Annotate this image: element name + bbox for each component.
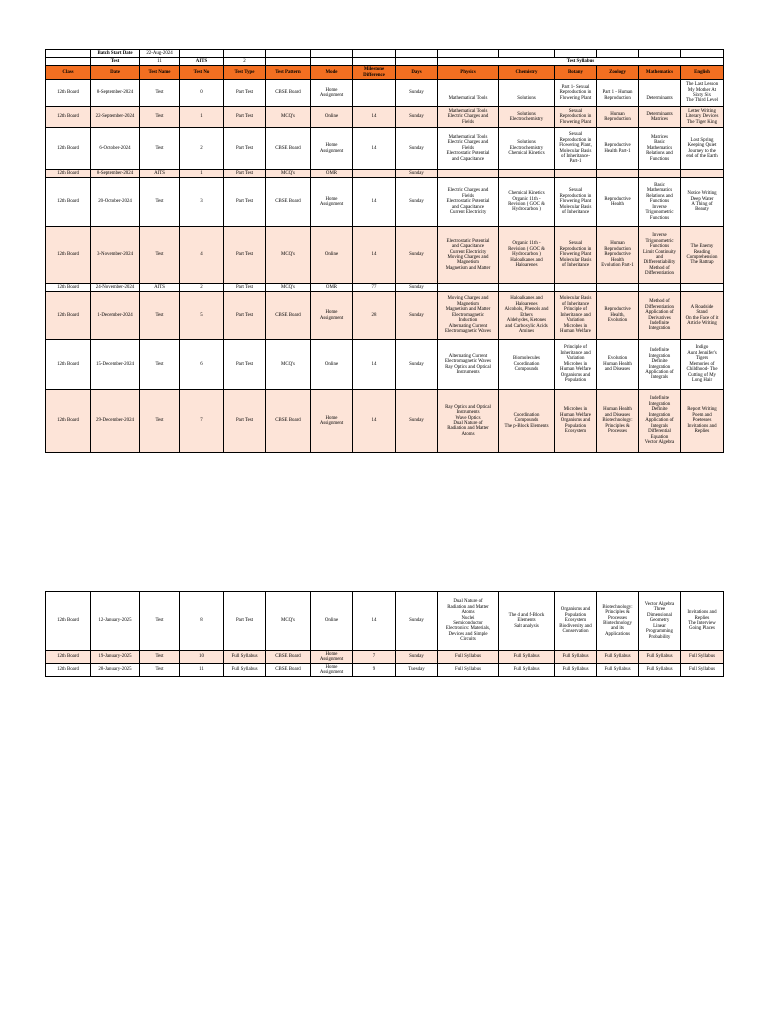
- cell-botany: Full Syllabus: [555, 664, 597, 677]
- cell-mathematics: Matrices Basic Mathematics Relations and Functions: [639, 128, 681, 170]
- cell-physics: Electric Charges and Fields Electrostatic Potential and Capacitance Current Electricity: [438, 178, 499, 227]
- cell-english: A Roadside Stand On the Face of it Article Writing: [681, 292, 724, 340]
- cell-milestone-difference: 14: [353, 178, 396, 227]
- batch-start-value: 22-Aug-2024: [140, 50, 180, 58]
- cell-chemistry: Full Syllabus: [499, 664, 555, 677]
- cell-test-type: Part Test: [224, 80, 266, 107]
- cell-test-type: Part Test: [224, 340, 266, 390]
- cell-test-pattern: CBSE Board: [266, 128, 311, 170]
- header-day: Days: [396, 66, 438, 80]
- cell-class: 12th Board: [46, 664, 91, 677]
- cell-class: 12th Board: [46, 390, 91, 453]
- cell-physics: Moving Charges and Magnetism Magnetism and Matter Electromagnetic Induction Alternating Current Electromagnetic Waves: [438, 292, 499, 340]
- cell-mode: Home Assignment: [311, 80, 353, 107]
- cell-test-name: Test: [140, 340, 180, 390]
- cell-test-name: Test: [140, 390, 180, 453]
- cell-physics: Mathematical Tools Electric Charges and Fields: [438, 107, 499, 128]
- cell-day: Tuesday: [396, 664, 438, 677]
- cell-mode: Online: [311, 340, 353, 390]
- header-test-type: Test Type: [224, 66, 266, 80]
- cell-test-no: 1: [180, 107, 224, 128]
- cell-test-no: 2: [180, 128, 224, 170]
- cell-test-pattern: CBSE Board: [266, 664, 311, 677]
- cell-day: Sunday: [396, 227, 438, 284]
- cell-test-name: Test: [140, 80, 180, 107]
- cell-mode: Home Assignment: [311, 664, 353, 677]
- cell-mode: Home Assignment: [311, 390, 353, 453]
- header-test-name: Test Name: [140, 66, 180, 80]
- cell-botany: Part 1- Sexual Reproduction in Flowering Plant: [555, 80, 597, 107]
- cell-test-name: Test: [140, 292, 180, 340]
- cell-chemistry: Chemical Kinetics Organic 11th - Revision ( GOC & Hydrocarbon ): [499, 178, 555, 227]
- header-milestone-difference: Milestone Difference: [353, 66, 396, 80]
- cell-mode: Online: [311, 592, 353, 651]
- cell-class: 12th Board: [46, 284, 91, 292]
- cell-test-no: 6: [180, 340, 224, 390]
- cell-chemistry: Solutions Electrochemistry Chemical Kinetics: [499, 128, 555, 170]
- cell-test-pattern: CBSE Board: [266, 80, 311, 107]
- cell-zoology: Reproductive Health: [597, 178, 639, 227]
- table-row: [46, 227, 724, 284]
- cell-mode: Home Assignment: [311, 292, 353, 340]
- cell-zoology: Evolution Human Health and Diseases: [597, 340, 639, 390]
- cell-test-name: Test: [140, 128, 180, 170]
- cell-date: 29-December-2024: [91, 390, 140, 453]
- cell-physics: Mathematical Tools Electric Charges and Fields Electrostatic Potential and Capacitance: [438, 128, 499, 170]
- table-row: [46, 390, 724, 453]
- aits-count-value: 2: [224, 58, 266, 66]
- cell-botany: [555, 170, 597, 178]
- cell-botany: Molecular Basis of Inheritance Principle of Inheritance and Variation Microbes in Human Welfare: [555, 292, 597, 340]
- table-row: [46, 128, 724, 170]
- cell-physics: Mathematical Tools: [438, 80, 499, 107]
- schedule-table-top: [45, 49, 724, 453]
- cell-test-pattern: MCQ's: [266, 592, 311, 651]
- schedule-table-bottom: [45, 591, 724, 677]
- cell-class: 12th Board: [46, 227, 91, 284]
- cell-milestone-difference: 9: [353, 664, 396, 677]
- cell-mathematics: Method of Differentiation Application of Derivatives Indefinite Integration: [639, 292, 681, 340]
- cell-zoology: Part 1 - Human Reproduction: [597, 80, 639, 107]
- cell-class: 12th Board: [46, 592, 91, 651]
- cell-english: [681, 284, 724, 292]
- cell-milestone-difference: 14: [353, 390, 396, 453]
- cell-chemistry: Haloalkanes and Haloarenes Alcohols, Phenols and Ethers Aldehydes, Ketones and Carboxylic Acids Amines: [499, 292, 555, 340]
- cell-test-no: 11: [180, 664, 224, 677]
- header-mode: Mode: [311, 66, 353, 80]
- cell-milestone-difference: 77: [353, 284, 396, 292]
- cell-class: 12th Board: [46, 178, 91, 227]
- cell-milestone-difference: 7: [353, 651, 396, 664]
- cell-test-no: 0: [180, 80, 224, 107]
- cell-botany: Organisms and Population Ecosystem Biodiversity and Conservation: [555, 592, 597, 651]
- cell-mathematics: Basic Mathematics Relations and Functions Inverse Trigonometric Functions: [639, 178, 681, 227]
- cell-test-type: Full Syllabus: [224, 664, 266, 677]
- table-row: [46, 664, 724, 677]
- cell-date: 15-December-2024: [91, 340, 140, 390]
- cell-test-type: Part Test: [224, 107, 266, 128]
- header-chemistry: Chemistry: [499, 66, 555, 80]
- cell-day: Sunday: [396, 340, 438, 390]
- cell-milestone-difference: 14: [353, 592, 396, 651]
- cell-mathematics: [639, 284, 681, 292]
- batch-start-row: [46, 50, 724, 58]
- cell-test-type: Part Test: [224, 128, 266, 170]
- cell-chemistry: Full Syllabus: [499, 651, 555, 664]
- header-date: Date: [91, 66, 140, 80]
- cell-zoology: Full Syllabus: [597, 651, 639, 664]
- cell-english: Letter Writing Literary Devices The Tiger King: [681, 107, 724, 128]
- cell-mode: Online: [311, 227, 353, 284]
- cell-test-type: Part Test: [224, 284, 266, 292]
- cell-date: 6-October-2024: [91, 128, 140, 170]
- cell-test-no: 3: [180, 178, 224, 227]
- cell-chemistry: Organic 11th - Revision ( GOC & Hydrocarbon ) Haloalkanes and Haloarenes: [499, 227, 555, 284]
- header-test-pattern: Test Pattern: [266, 66, 311, 80]
- cell-day: Sunday: [396, 107, 438, 128]
- cell-test-pattern: MCQ's: [266, 227, 311, 284]
- cell-mathematics: Vector Algebra Three Dimensional Geometry Linear Programming Probability: [639, 592, 681, 651]
- test-count-value: 11: [140, 58, 180, 66]
- cell-date: 3-November-2024: [91, 227, 140, 284]
- cell-mode: Online: [311, 107, 353, 128]
- cell-milestone-difference: [353, 170, 396, 178]
- cell-test-pattern: MCQ's: [266, 284, 311, 292]
- cell-english: Report Writing Poem and Poetesses Invitations and Replies: [681, 390, 724, 453]
- cell-zoology: Human Health and Diseases Biotechnology: Principles & Processes: [597, 390, 639, 453]
- cell-botany: Sexual Reproduction in Flowering Plant: [555, 107, 597, 128]
- cell-milestone-difference: 14: [353, 227, 396, 284]
- cell-test-no: 4: [180, 227, 224, 284]
- cell-physics: [438, 284, 499, 292]
- cell-zoology: [597, 170, 639, 178]
- cell-botany: Sexual Reproduction in Flowering Plant, Molecular Basis of Inheritance- Part-1: [555, 128, 597, 170]
- cell-zoology: Human Reproduction Reproductive Health Evolution Part-1: [597, 227, 639, 284]
- cell-date: 8-September-2024: [91, 170, 140, 178]
- cell-date: 19-January-2025: [91, 651, 140, 664]
- cell-class: 12th Board: [46, 107, 91, 128]
- header-english: English: [681, 66, 724, 80]
- cell-test-type: Part Test: [224, 390, 266, 453]
- cell-english: Full Syllabus: [681, 664, 724, 677]
- cell-zoology: Human Reproduction: [597, 107, 639, 128]
- cell-zoology: Full Syllabus: [597, 664, 639, 677]
- cell-mode: OMR: [311, 284, 353, 292]
- cell-test-name: Test: [140, 107, 180, 128]
- cell-day: Sunday: [396, 80, 438, 107]
- cell-chemistry: Solutions Electrochemistry: [499, 107, 555, 128]
- cell-date: 24-November-2024: [91, 284, 140, 292]
- cell-mathematics: Indefinite Integration Definite Integration Application of Integrals Differential Equation Vector Algebra: [639, 390, 681, 453]
- cell-physics: Electrostatic Potential and Capacitance Current Electricity Moving Charges and Magnetism Magnetism and Matter: [438, 227, 499, 284]
- cell-test-no: 1: [180, 170, 224, 178]
- cell-test-pattern: CBSE Board: [266, 390, 311, 453]
- cell-english: Full Syllabus: [681, 651, 724, 664]
- cell-test-name: Test: [140, 651, 180, 664]
- cell-zoology: Biotechnology: Principles & Processes Biotechnology and its Applications: [597, 592, 639, 651]
- cell-english: The Last Lesson My Mother At Sixty Six The Third Level: [681, 80, 724, 107]
- cell-date: 20-October-2024: [91, 178, 140, 227]
- table-row: [46, 178, 724, 227]
- test-syllabus-heading: Test Syllabus: [438, 58, 724, 66]
- table-row: [46, 170, 724, 178]
- cell-class: 12th Board: [46, 651, 91, 664]
- cell-test-pattern: CBSE Board: [266, 178, 311, 227]
- cell-botany: Microbes in Human Welfare Organisms and Population Ecosystem: [555, 390, 597, 453]
- cell-botany: Sexual Reproduction in Flowering Plant Molecular Basis of Inheritance: [555, 178, 597, 227]
- cell-zoology: Reproductive Health Part-1: [597, 128, 639, 170]
- column-header-row: [46, 66, 724, 80]
- cell-class: 12th Board: [46, 128, 91, 170]
- cell-botany: Principle of Inheritance and Variation Microbes in Human Welfare Organisms and Population: [555, 340, 597, 390]
- cell-test-type: Part Test: [224, 178, 266, 227]
- cell-test-name: Test: [140, 664, 180, 677]
- cell-mathematics: Indefinite Integration Definite Integration Application of Integrals: [639, 340, 681, 390]
- cell-class: 12th Board: [46, 292, 91, 340]
- cell-date: 8-September-2024: [91, 80, 140, 107]
- cell-english: Invitations and Replies The Interview Going Places: [681, 592, 724, 651]
- cell-class: 12th Board: [46, 170, 91, 178]
- cell-test-name: AITS: [140, 170, 180, 178]
- cell-test-type: Part Test: [224, 292, 266, 340]
- header-test-no: Test No: [180, 66, 224, 80]
- cell-day: Sunday: [396, 292, 438, 340]
- cell-test-name: AITS: [140, 284, 180, 292]
- cell-test-pattern: MCQ's: [266, 170, 311, 178]
- cell-test-no: 2: [180, 284, 224, 292]
- cell-milestone-difference: 14: [353, 128, 396, 170]
- cell-test-no: 10: [180, 651, 224, 664]
- cell-mathematics: Full Syllabus: [639, 664, 681, 677]
- cell-mode: Home Assignment: [311, 651, 353, 664]
- cell-chemistry: Coordination Compounds The p-Block Elements: [499, 390, 555, 453]
- cell-milestone-difference: 14: [353, 107, 396, 128]
- cell-mathematics: [639, 170, 681, 178]
- cell-test-pattern: CBSE Board: [266, 292, 311, 340]
- cell-test-name: Test: [140, 178, 180, 227]
- cell-botany: Full Syllabus: [555, 651, 597, 664]
- cell-mathematics: Determinants Matrices: [639, 107, 681, 128]
- cell-date: 1-December-2024: [91, 292, 140, 340]
- cell-chemistry: Solutions: [499, 80, 555, 107]
- cell-chemistry: [499, 170, 555, 178]
- header-mathematics: Mathematics: [639, 66, 681, 80]
- cell-test-no: 7: [180, 390, 224, 453]
- cell-date: 12-January-2025: [91, 592, 140, 651]
- cell-date: 28-January-2025: [91, 664, 140, 677]
- aits-count-label: AITS: [180, 58, 224, 66]
- cell-chemistry: [499, 284, 555, 292]
- cell-milestone-difference: 28: [353, 292, 396, 340]
- cell-test-type: Part Test: [224, 227, 266, 284]
- cell-test-no: 5: [180, 292, 224, 340]
- cell-test-pattern: MCQ's: [266, 340, 311, 390]
- table-row: [46, 340, 724, 390]
- cell-mathematics: Full Syllabus: [639, 651, 681, 664]
- cell-test-name: Test: [140, 592, 180, 651]
- cell-chemistry: Biomolecules Coordination Compounds: [499, 340, 555, 390]
- cell-physics: Full Syllabus: [438, 651, 499, 664]
- cell-test-type: Part Test: [224, 170, 266, 178]
- cell-day: Sunday: [396, 284, 438, 292]
- cell-mode: Home Assignment: [311, 128, 353, 170]
- header-zoology: Zoology: [597, 66, 639, 80]
- cell-mode: Home Assignment: [311, 178, 353, 227]
- cell-day: Sunday: [396, 128, 438, 170]
- cell-physics: Full Syllabus: [438, 664, 499, 677]
- cell-english: Notice Writing Deep Water A Thing of Beauty: [681, 178, 724, 227]
- cell-test-name: Test: [140, 227, 180, 284]
- cell-english: Lost Spring Keeping Quiet Journey to the end of the Earth: [681, 128, 724, 170]
- cell-test-type: Full Syllabus: [224, 651, 266, 664]
- cell-zoology: Reproductive Health, Evolution: [597, 292, 639, 340]
- cell-mode: OMR: [311, 170, 353, 178]
- header-botany: Botany: [555, 66, 597, 80]
- cell-english: [681, 170, 724, 178]
- cell-test-pattern: CBSE Board: [266, 651, 311, 664]
- cell-day: Sunday: [396, 390, 438, 453]
- cell-mathematics: Determinants: [639, 80, 681, 107]
- cell-day: Sunday: [396, 592, 438, 651]
- cell-milestone-difference: 14: [353, 340, 396, 390]
- test-count-label: Test: [91, 58, 140, 66]
- cell-day: Sunday: [396, 170, 438, 178]
- table-row: [46, 107, 724, 128]
- cell-class: 12th Board: [46, 340, 91, 390]
- cell-physics: [438, 170, 499, 178]
- header-class: Class: [46, 66, 91, 80]
- batch-start-label: Batch Start Date: [91, 50, 140, 58]
- cell-day: Sunday: [396, 178, 438, 227]
- cell-test-no: 8: [180, 592, 224, 651]
- table-row: [46, 651, 724, 664]
- table-row: [46, 284, 724, 292]
- cell-chemistry: The d and f-Block Elements Salt analysis: [499, 592, 555, 651]
- cell-test-type: Part Test: [224, 592, 266, 651]
- cell-english: Indigo Aunt Jennifer's Tigers Memories of Childhood- The Cutting of My Long Hair: [681, 340, 724, 390]
- cell-zoology: [597, 284, 639, 292]
- cell-date: 22-September-2024: [91, 107, 140, 128]
- cell-physics: Dual Nature of Radiation and Matter Atoms Nuclei Semiconductor Electronics: Materials, Devices and Simple Circuits: [438, 592, 499, 651]
- table-row: [46, 292, 724, 340]
- cell-milestone-difference: [353, 80, 396, 107]
- cell-botany: [555, 284, 597, 292]
- table-row: [46, 592, 724, 651]
- cell-botany: Sexual Reproduction in Flowering Plant Molecular Basis of Inheritance: [555, 227, 597, 284]
- header-physics: Physics: [438, 66, 499, 80]
- test-count-row: [46, 58, 724, 66]
- cell-class: 12th Board: [46, 80, 91, 107]
- cell-day: Sunday: [396, 651, 438, 664]
- table-row: [46, 80, 724, 107]
- cell-test-pattern: MCQ's: [266, 107, 311, 128]
- cell-physics: Alternating Current Electromagnetic Waves Ray Optics and Optical Instruments: [438, 340, 499, 390]
- cell-mathematics: Inverse Trigonometric Functions Limit Continuity and Differentiability Method of Differentiation: [639, 227, 681, 284]
- cell-english: The Enemy Reading Comprehension The Rattrap: [681, 227, 724, 284]
- cell-physics: Ray Optics and Optical Instruments Wave Optics Dual Nature of Radiation and Matter Atoms: [438, 390, 499, 453]
